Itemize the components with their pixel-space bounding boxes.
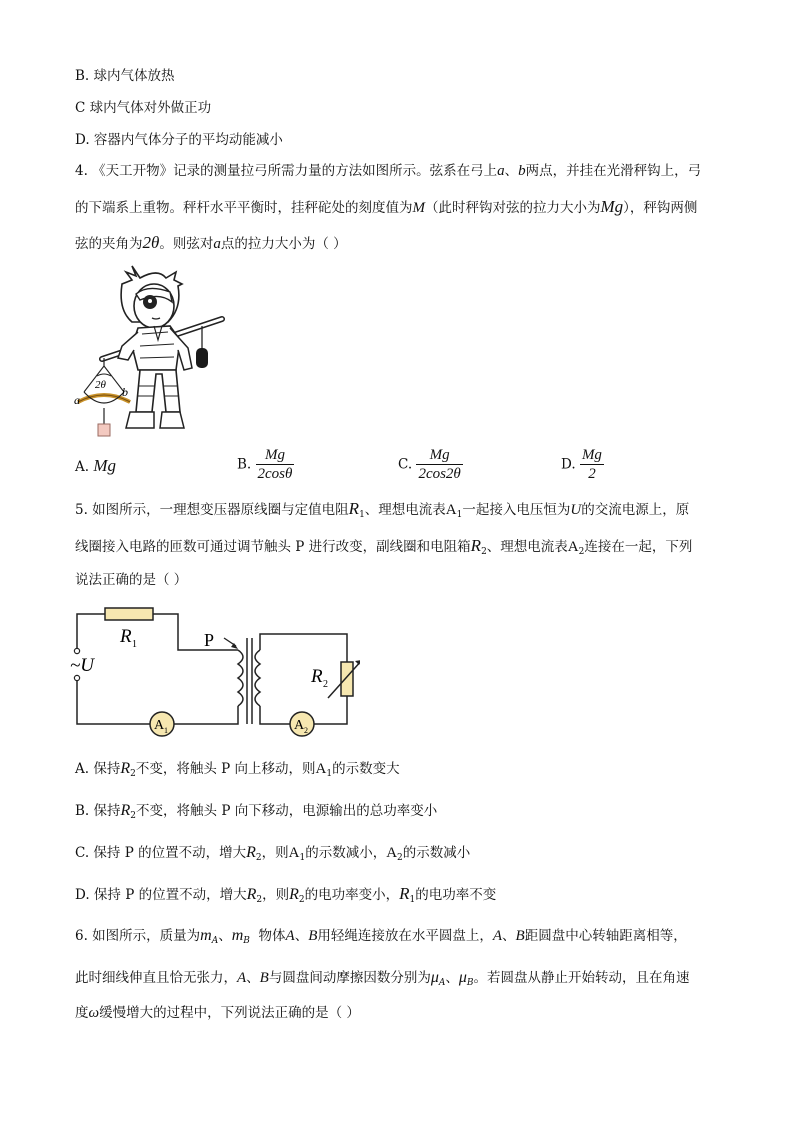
q5-option-c: C. 保持 P 的位置不动，增大$R_2$，则$A_1$的示数减小，$A_2$的示数减小: [75, 844, 471, 863]
q5-option-b: B. 保持$R_2$不变，将触头 P 向下移动，电源输出的总功率变小: [75, 802, 438, 821]
q3-option-d: D. 容器内气体分子的平均动能减小: [75, 132, 283, 148]
q5-stem-line1: 5. 如图所示，一理想变压器原线圈与定值电阻$R_1$、理想电流表$A_1$一起接入电压恒为U的交流电源上，原: [75, 499, 690, 520]
q5-circuit-diagram: [70, 600, 360, 740]
q5-option-a: A. 保持$R_2$不变，将触头 P 向上移动，则$A_1$的示数变大: [75, 760, 400, 779]
q4-stem-line2: 的下端系上重物。秤杆水平平衡时，挂秤砣处的刻度值为M（此时秤钩对弦的拉力大小为Mg），秤钩两侧: [75, 197, 698, 216]
q4-fig-label-a: a: [74, 393, 80, 407]
q6-stem-line2: 此时细线伸直且恰无张力，A、B与圆盘间动摩擦因数分别为$\mu_A$、$\mu_B$。若圆盘从静止开始转动，且在角速: [75, 969, 690, 988]
q3-option-c: C 球内气体对外做正功: [75, 100, 212, 116]
q5-option-d: D. 保持 P 的位置不动，增大$R_2$，则$R_2$的电功率变小，$R_1$的电功率不变: [75, 884, 497, 905]
circuit-label-a2: A: [294, 718, 305, 733]
q4-option-a: A. Mg: [75, 456, 117, 475]
svg-text:1: 1: [164, 726, 168, 735]
svg-text:2: 2: [323, 679, 328, 690]
circuit-label-p: P: [204, 630, 215, 650]
circuit-label-a1: A: [154, 718, 165, 733]
q5-stem-line3: 说法正确的是（ ）: [75, 572, 188, 588]
q4-option-d: D. $\frac{Mg}{2}$: [561, 447, 602, 482]
q4-figure-steelyard: [70, 262, 230, 442]
svg-text:2: 2: [304, 726, 308, 735]
q6-stem-line1: 6. 如图所示，质量为$m_A$、$m_B$ 物体A、B用轻绳连接放在水平圆盘上，A、B距圆盘中心转轴距离相等，: [75, 927, 687, 946]
q3-option-b: B. 球内气体放热: [75, 68, 175, 84]
svg-text:1: 1: [132, 639, 137, 650]
q4-fig-label-b: b: [122, 385, 128, 399]
q4-stem-line3: 弦的夹角为2θ。则弦对a点的拉力大小为（ ）: [75, 233, 347, 252]
q4-fig-label-angle: 2θ: [95, 379, 106, 391]
circuit-label-r2: R: [311, 666, 323, 687]
circuit-label-r1: R: [120, 626, 132, 647]
q6-stem-line3: 度ω缓慢增大的过程中，下列说法正确的是（ ）: [75, 1005, 360, 1021]
q4-option-b: B. $\frac{Mg}{2\cos\theta}$: [237, 447, 293, 482]
q4-stem-line1: 4. 《天工开物》记录的测量拉弓所需力量的方法如图所示。弦系在弓上a、b两点，并挂在光滑秤钩上，弓: [75, 163, 702, 179]
q5-stem-line2: 线圈接入电路的匝数可通过调节触头 P 进行改变，副线圈和电阻箱$R_2$、理想电流表$A_2$连接在一起，下列: [75, 536, 693, 557]
q4-option-c: C. $\frac{Mg}{2\cos 2\theta}$: [398, 447, 461, 482]
circuit-label-u: ~U: [70, 655, 95, 676]
